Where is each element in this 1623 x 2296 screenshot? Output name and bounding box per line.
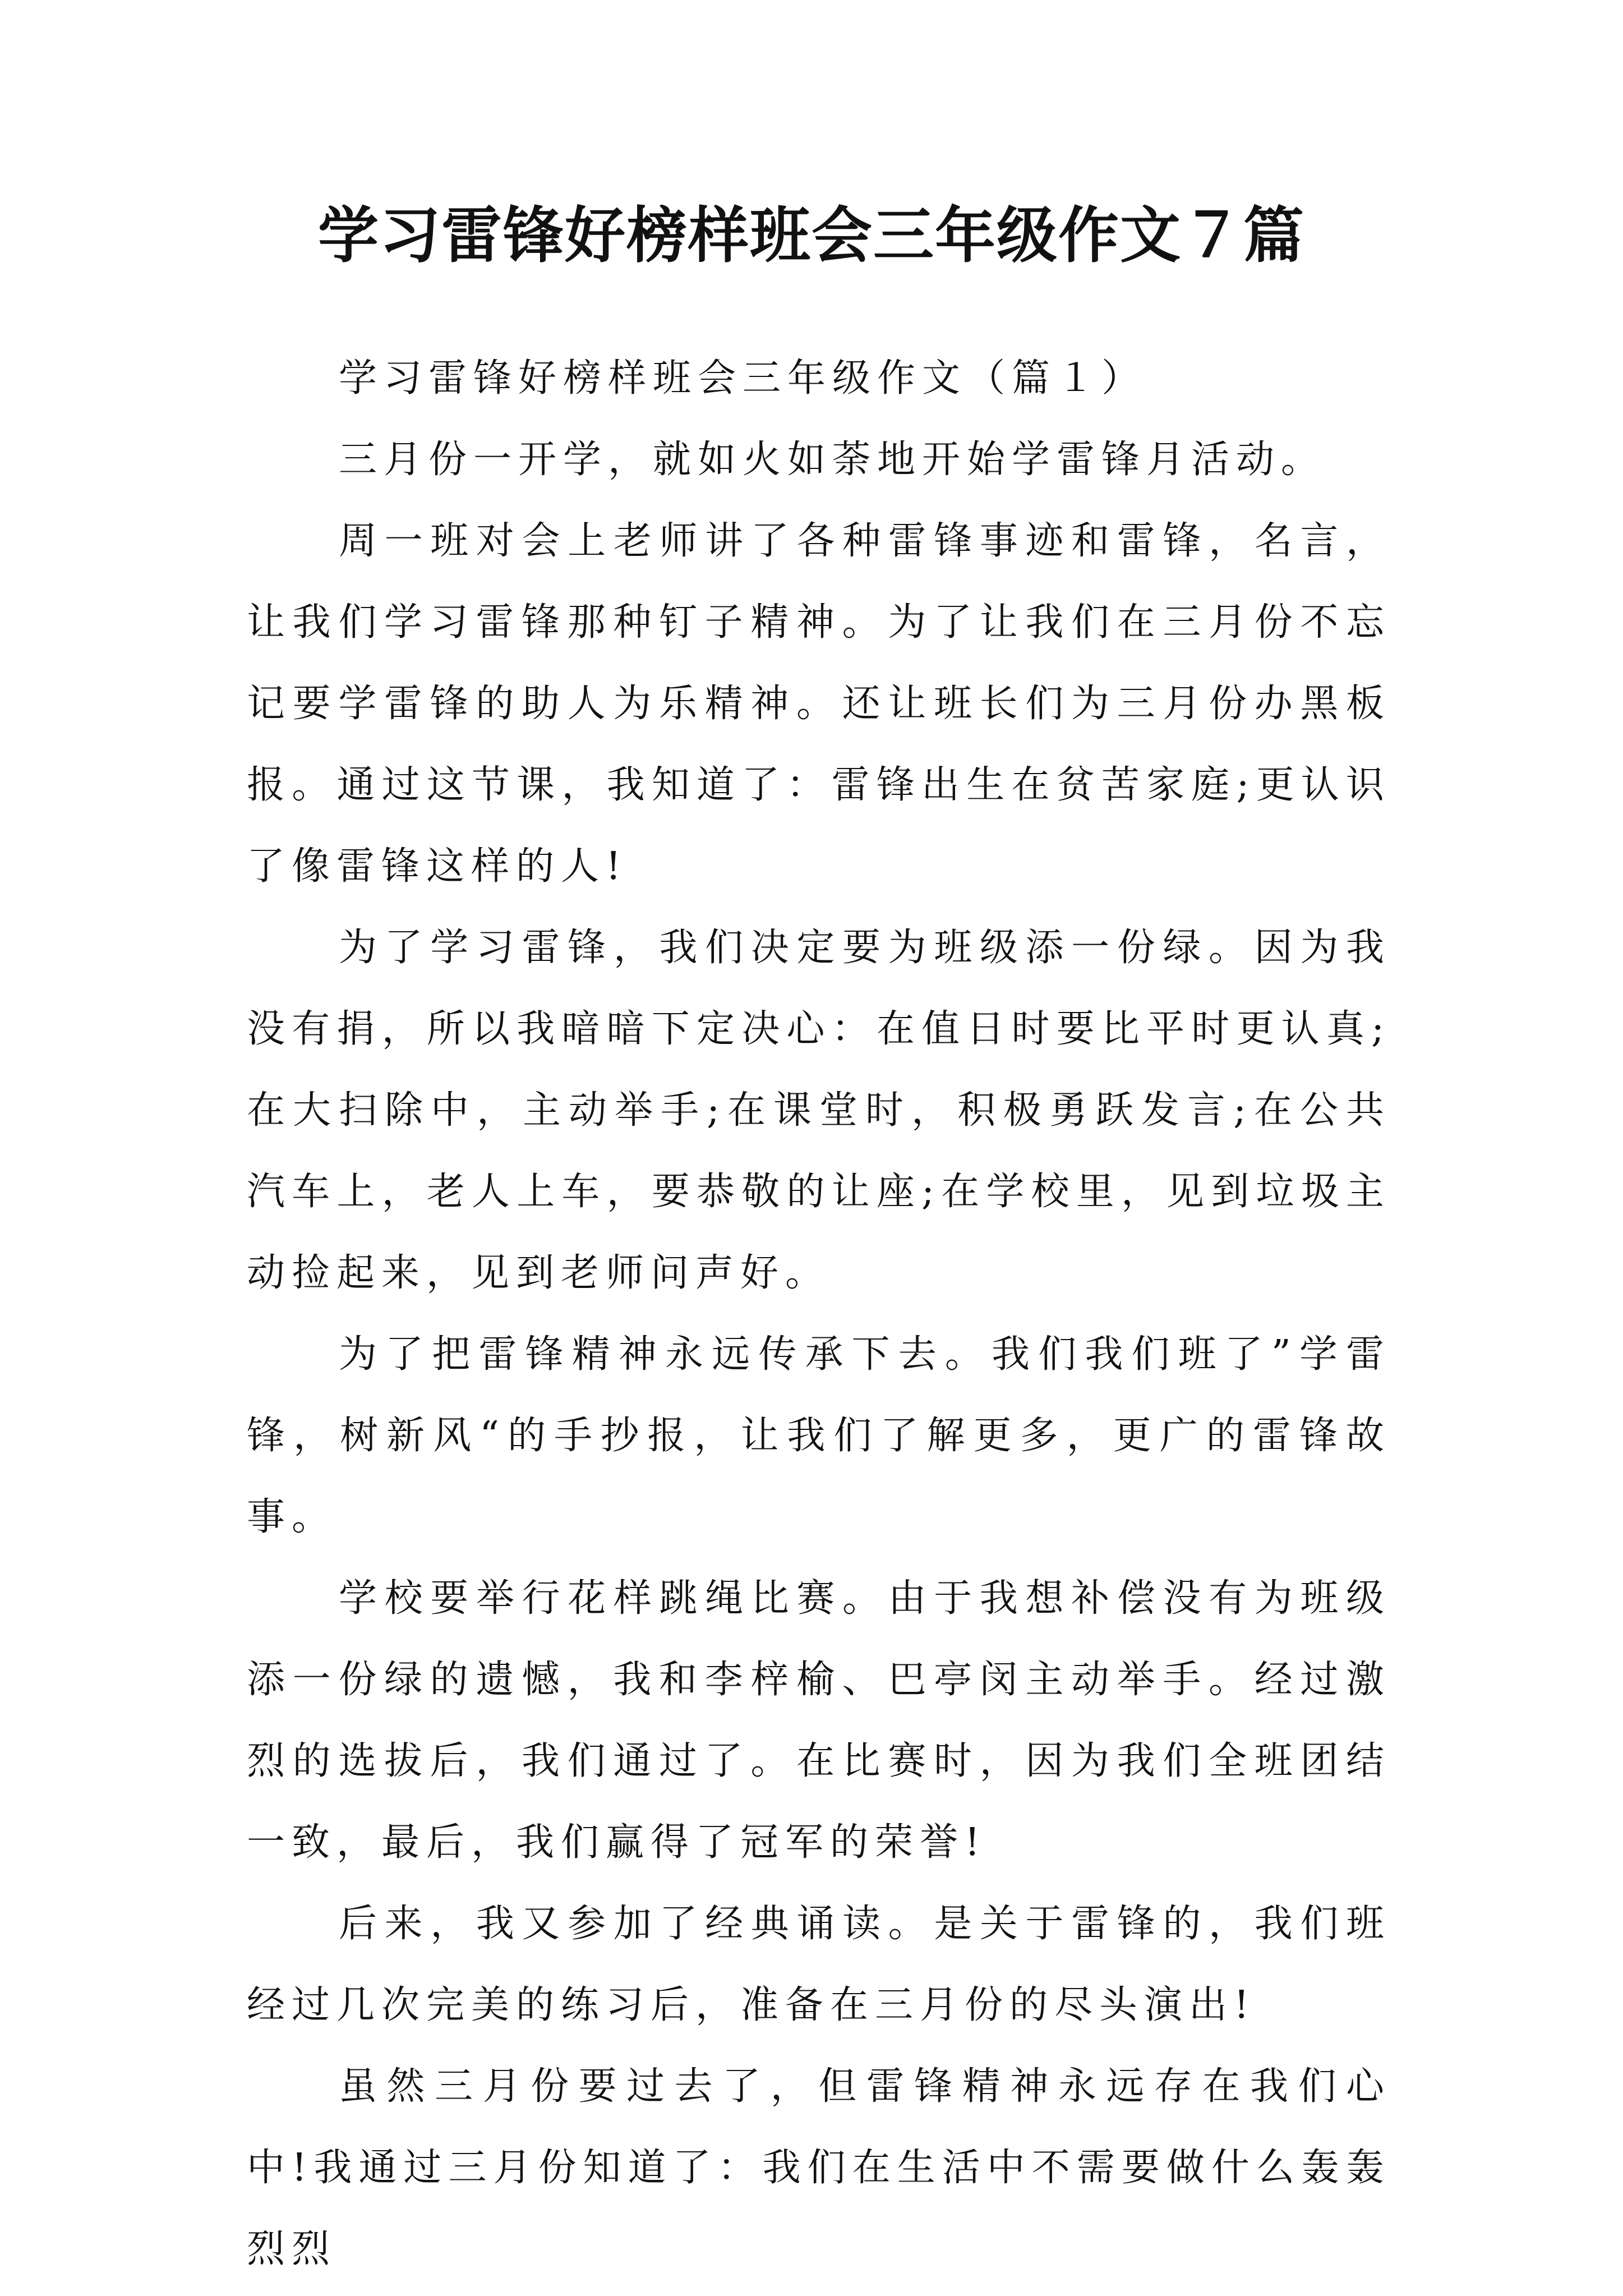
paragraph: 虽然三月份要过去了，但雷锋精神永远存在我们心中!我通过三月份知道了：我们在生活中不需要做什么轰轰烈烈: [247, 2064, 1391, 2271]
paragraph-section-heading: 学习雷锋好榜样班会三年级作文（篇１）: [339, 356, 1147, 401]
document-body: [247, 338, 1391, 2290]
paragraph: 后来，我又参加了经典诵读。是关于雷锋的，我们班经过几次完美的练习后，准备在三月份的尽头演出!: [247, 1902, 1391, 2027]
paragraph: 为了学习雷锋，我们决定要为班级添一份绿。因为我没有捐，所以我暗暗下定决心：在值日时要比平时更认真;在大扫除中，主动举手;在课堂时，积极勇跃发言;在公共汽车上，老人上车，要恭敬的让座;在学校里，见到垃圾主动捡起来，见到老师问声好。: [247, 926, 1391, 1295]
paragraph: 三月份一开学，就如火如荼地开始学雷锋月活动。: [339, 438, 1326, 482]
document-title: 学习雷锋好榜样班会三年级作文７篇: [317, 200, 1305, 271]
paragraph: 学校要举行花样跳绳比赛。由于我想补偿没有为班级添一份绿的遗憾，我和李梓榆、巴亭闵主动举手。经过激烈的选拔后，我们通过了。在比赛时，因为我们全班团结一致，最后，我们赢得了冠军的荣誉!: [247, 1576, 1391, 1865]
paragraph: 周一班对会上老师讲了各种雷锋事迹和雷锋，名言，让我们学习雷锋那种钉子精神。为了让我们在三月份不忘记要学雷锋的助人为乐精神。还让班长们为三月份办黑板报。通过这节课，我知道了：雷锋出生在贫苦家庭;更认识了像雷锋这样的人!: [247, 519, 1391, 889]
paragraph: 为了把雷锋精神永远传承下去。我们我们班了”学雷锋，树新风“的手抄报，让我们了解更多，更广的雷锋故事。: [247, 1332, 1391, 1539]
